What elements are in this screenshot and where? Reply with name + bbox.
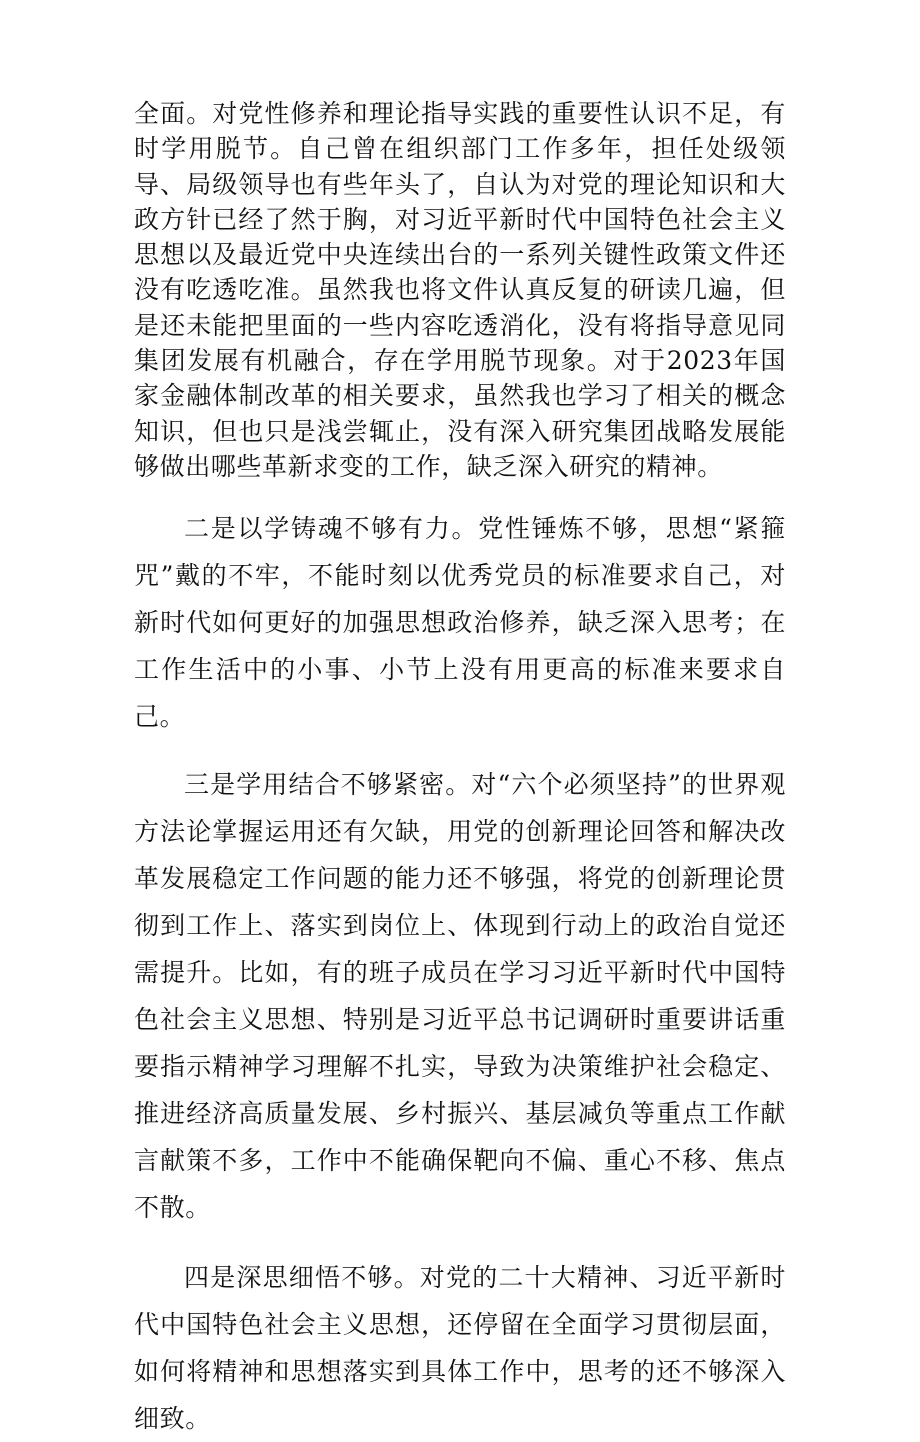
document-page: [134, 96, 786, 1442]
paragraph-learning-soul: 二是以学铸魂不够有力。党性锤炼不够，思想“紧箍咒”戴的不牢，不能时刻以优秀党员的标准要求自己，对新时代如何更好的加强思想政治修养，缺乏深入思考；在工作生活中的小事、小节上没有用更高的标准来要求自己。: [134, 514, 786, 732]
paragraph-continued: 全面。对党性修养和理论指导实践的重要性认识不足，有时学用脱节。自己曾在组织部门工作多年，担任处级领导、局级领导也有些年头了，自认为对党的理论知识和大政方针已经了然于胸，对习近平新时代中国特色社会主义思想以及最近党中央连续出台的一系列关键性政策文件还没有吃透吃准。虽然我也将文件认真反复的研读几遍，但是还未能把里面的一些内容吃透消化，没有将指导意见同集团发展有机融合，存在学用脱节现象。对于2023年国家金融体制改革的相关要求，虽然我也学习了相关的概念知识，但也只是浅尝辄止，没有深入研究集团战略发展能够做出哪些革新求变的工作，缺乏深入研究的精神。: [134, 99, 786, 481]
paragraph-deep-thinking: 四是深思细悟不够。对党的二十大精神、习近平新时代中国特色社会主义思想，还停留在全面学习贯彻层面，如何将精神和思想落实到具体工作中，思考的还不够深入细致。: [134, 1263, 786, 1434]
paragraph-learning-application: 三是学用结合不够紧密。对“六个必须坚持”的世界观方法论掌握运用还有欠缺，用党的创新理论回答和解决改革发展稳定工作问题的能力还不够强，将党的创新理论贯彻到工作上、落实到岗位上、体现到行动上的政治自觉还需提升。比如，有的班子成员在学习习近平新时代中国特色社会主义思想、特别是习近平总书记调研时重要讲话重要指示精神学习理解不扎实，导致为决策维护社会稳定、推进经济高质量发展、乡村振兴、基层减负等重点工作献言献策不多，工作中不能确保靶向不偏、重心不移、焦点不散。: [134, 770, 786, 1223]
